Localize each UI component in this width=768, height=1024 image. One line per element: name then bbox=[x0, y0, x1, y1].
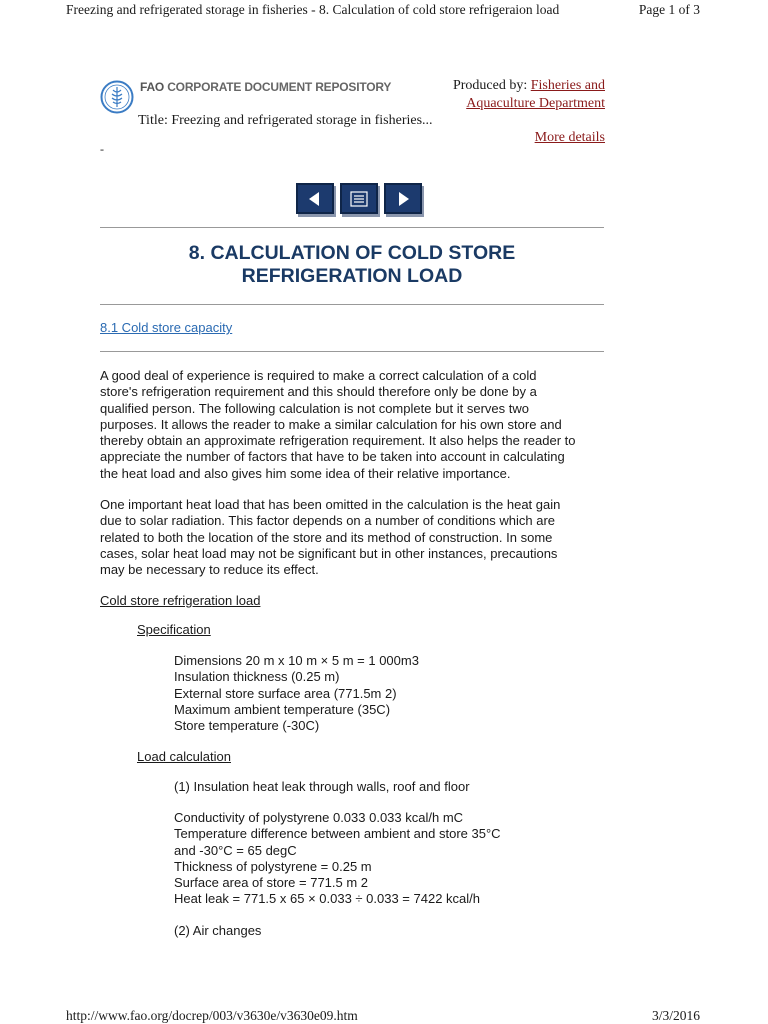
contents-button[interactable] bbox=[340, 183, 378, 214]
previous-button[interactable] bbox=[296, 183, 334, 214]
repository-title: CORPORATE DOCUMENT REPOSITORY bbox=[167, 80, 392, 94]
repository-name bbox=[140, 80, 391, 94]
page-number: Page 1 of 3 bbox=[638, 2, 700, 17]
calc-line: Thickness of polystyrene = 0.25 m bbox=[174, 858, 372, 874]
calc-line: and -30°C = 65 degC bbox=[174, 842, 297, 858]
paragraph-line: A good deal of experience is required to make a correct calculation of a cold bbox=[100, 368, 537, 383]
paragraph-line: qualified person. The following calculation is not complete but it serves two bbox=[100, 400, 529, 416]
fao-logo-icon[interactable] bbox=[100, 80, 134, 114]
table-of-contents-icon bbox=[349, 190, 369, 208]
next-button[interactable] bbox=[384, 183, 422, 214]
paragraph-line: related to both the location of the store and its method of construction. In some bbox=[100, 529, 553, 545]
calc-line: Temperature difference between ambient and store 35°C bbox=[174, 826, 501, 842]
print-header-title: Freezing and refrigerated storage in fisheries - 8. Calculation of cold store refrigeraion load bbox=[66, 2, 560, 17]
paragraph-line: store's refrigeration requirement and this should therefore only be done by a bbox=[100, 384, 537, 400]
paragraph-line: the heat load and also gives him some idea of their relative importance. bbox=[100, 465, 511, 481]
spec-line: Maximum ambient temperature (35C) bbox=[174, 701, 391, 717]
calc-item-air-changes: (2) Air changes bbox=[174, 923, 262, 938]
footer-url: http://www.fao.org/docrep/003/v3630e/v3630e09.htm bbox=[66, 1008, 358, 1023]
department-link-line2[interactable]: Aquaculture Department bbox=[466, 96, 605, 111]
heading-load-calculation: Load calculation bbox=[137, 749, 231, 764]
produced-by bbox=[453, 77, 605, 113]
insulation-calculation bbox=[174, 810, 501, 908]
paragraph-line: thereby obtain an approximate refrigeration requirement. It also helps the reader to bbox=[100, 433, 576, 449]
divider-middle bbox=[100, 304, 604, 305]
chapter-title bbox=[100, 242, 604, 288]
spec-line: Insulation thickness (0.25 m) bbox=[174, 669, 340, 685]
section-link-cold-store-capacity[interactable]: 8.1 Cold store capacity bbox=[100, 320, 233, 335]
divider-top bbox=[100, 227, 604, 228]
paragraph-intro bbox=[100, 368, 610, 482]
more-details-link[interactable]: More details bbox=[534, 130, 605, 145]
dash-separator: - bbox=[100, 142, 104, 156]
paragraph-line: One important heat load that has been omitted in the calculation is the heat gain bbox=[100, 497, 561, 512]
footer-date: 3/3/2016 bbox=[651, 1008, 700, 1023]
spec-line: External store surface area (771.5m 2) bbox=[174, 685, 397, 701]
divider-bottom bbox=[100, 351, 604, 352]
chapter-title-line2: REFRIGERATION LOAD bbox=[241, 265, 463, 287]
paragraph-line: cases, solar heat load may not be significant but in other instances, precautions bbox=[100, 545, 558, 561]
paragraph-line: purposes. It allows the reader to make a similar calculation for his own store and bbox=[100, 416, 562, 432]
print-header bbox=[66, 2, 706, 18]
produced-by-label: Produced by: bbox=[452, 78, 528, 93]
chapter-title-line1: 8. CALCULATION OF COLD STORE bbox=[188, 242, 516, 264]
paragraph-line: appreciate the number of factors that have to be taken into account in calculating bbox=[100, 449, 565, 465]
spec-line: Dimensions 20 m x 10 m × 5 m = 1 000m3 bbox=[174, 653, 419, 668]
spec-line: Store temperature (-30C) bbox=[174, 718, 320, 734]
calc-line: Conductivity of polystyrene 0.033 0.033 kcal/h mC bbox=[174, 810, 464, 825]
calc-item-insulation: (1) Insulation heat leak through walls, roof and floor bbox=[174, 779, 470, 794]
department-link-line1[interactable]: Fisheries and bbox=[530, 78, 605, 93]
previous-arrow-icon bbox=[306, 190, 324, 208]
paragraph-line: due to solar radiation. This factor depends on a number of conditions which are bbox=[100, 513, 556, 529]
calc-line: Surface area of store = 771.5 m 2 bbox=[174, 875, 369, 891]
calc-line: Heat leak = 771.5 x 65 × 0.033 ÷ 0.033 = 7422 kcal/h bbox=[174, 891, 480, 907]
paragraph-solar bbox=[100, 497, 610, 578]
heading-refrigeration-load: Cold store refrigeration load bbox=[100, 593, 261, 608]
next-arrow-icon bbox=[394, 190, 412, 208]
document-title: Title: Freezing and refrigerated storage in fisheries... bbox=[138, 113, 433, 128]
specification-list bbox=[174, 653, 419, 734]
repository-prefix: FAO bbox=[140, 80, 165, 94]
heading-specification: Specification bbox=[137, 622, 211, 637]
navigation-buttons bbox=[296, 183, 422, 214]
paragraph-line: may be necessary to reduce its effect. bbox=[100, 562, 319, 578]
